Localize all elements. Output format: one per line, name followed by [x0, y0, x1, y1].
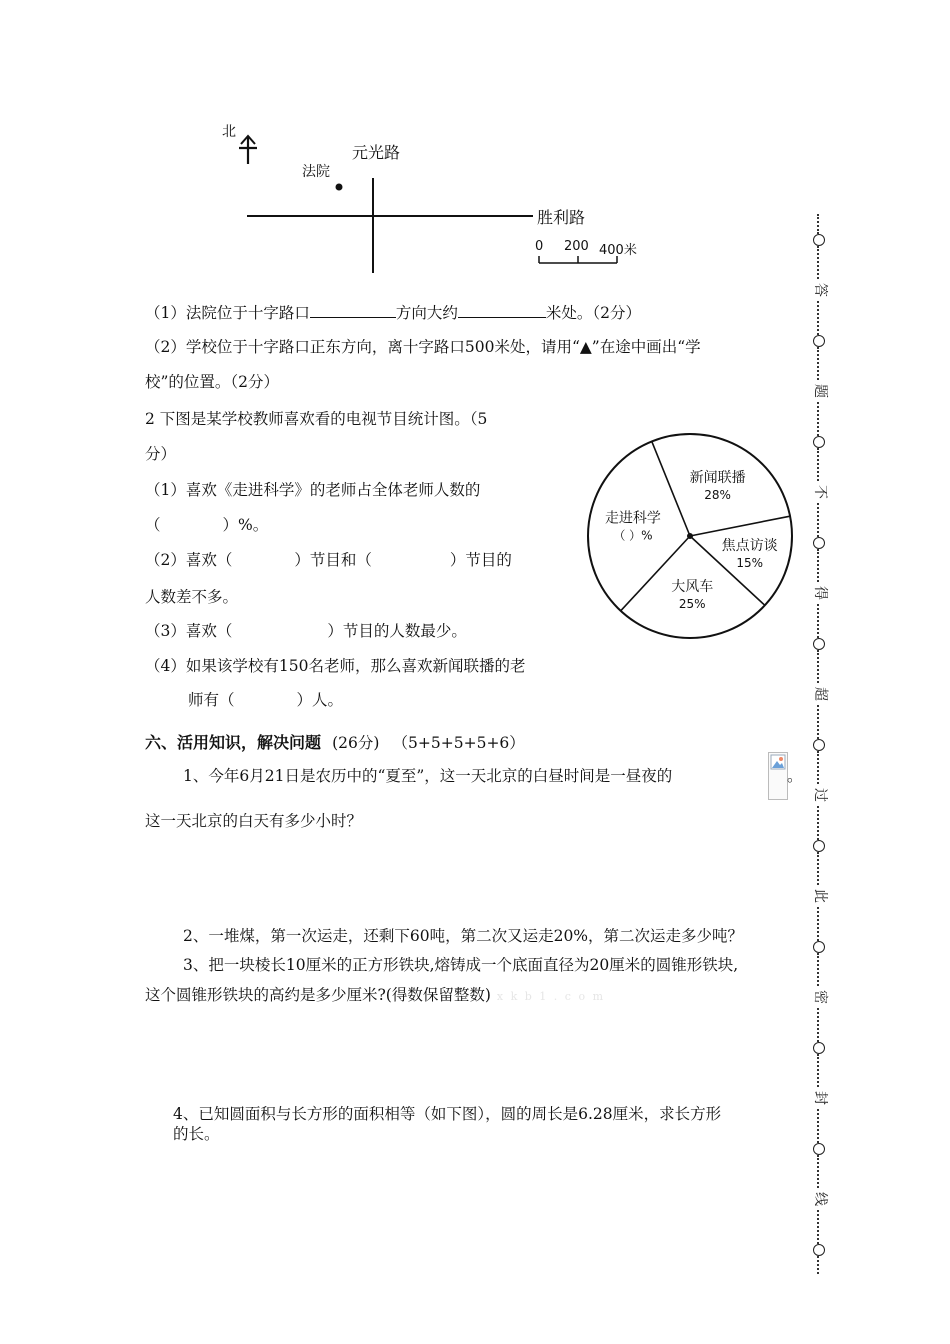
binding-circle-icon: [813, 638, 825, 650]
problem-4-line2: 的长。: [173, 1125, 220, 1143]
section6-score: (26分): [332, 734, 380, 752]
problem-3-line1: 3、把一块棱长10厘米的正方形铁块,熔铸成一个底面直径为20厘米的圆锥形铁块,: [183, 956, 739, 974]
pie-slice-label: 走进科学: [604, 510, 661, 527]
pie-q2-line2: 人数差不多。: [145, 588, 239, 606]
binding-circle-icon: [813, 335, 825, 347]
pie-q3: （3）喜欢（ ）节目的人数最少。: [145, 622, 467, 640]
binding-char: 不: [811, 483, 831, 501]
binding-char: 题: [811, 382, 831, 400]
pie-q4-line2: 师有（ ）人。: [188, 691, 344, 709]
map-question-2-line2: 校”的位置。（2分）: [145, 373, 280, 391]
north-label: 北: [222, 124, 236, 140]
binding-circle-icon: [813, 1143, 825, 1155]
binding-circle-icon: [813, 840, 825, 852]
pie-slice-value: 28%: [704, 487, 731, 502]
section6-heading: [145, 730, 525, 753]
problem-2: 2、一堆煤，第一次运走，还剩下60吨，第二次又运走20%，第二次运走多少吨？: [183, 927, 744, 945]
binding-char: 封: [811, 1089, 831, 1107]
binding-char: 过: [811, 786, 831, 804]
road-yuanguang-label: 元光路: [352, 143, 401, 162]
pie-chart: [575, 428, 805, 643]
map-question-2-line1: （2）学校位于十字路口正东方向，离十字路口500米处，请用“▲”在途中画出“学: [145, 338, 701, 356]
scale-label-400: 400米: [599, 243, 637, 258]
problem-1-line2: 这一天北京的白天有多少小时？: [145, 812, 363, 830]
pie-center: [687, 533, 693, 539]
pie-intro-line2: 分）: [145, 445, 177, 463]
section6-breakdown: （5+5+5+5+6）: [392, 734, 525, 752]
map-figure: [215, 118, 655, 278]
problem-3-line2: 这个圆锥形铁块的高约是多少厘米?(得数保留整数) x k b 1 . c o m: [145, 986, 606, 1004]
answer-blank[interactable]: [458, 303, 546, 318]
map-question-1: （1）法院位于十字路口 方向大约 米处。（2分）: [145, 304, 642, 322]
binding-dots: [817, 1256, 822, 1274]
binding-char: 答: [811, 281, 831, 299]
pie-intro-line1: 2 下图是某学校教师喜欢看的电视节目统计图。（5: [145, 410, 488, 428]
binding-char: 超: [811, 685, 831, 703]
road-shengli-label: 胜利路: [537, 208, 586, 227]
binding-dots: [817, 214, 822, 234]
pie-q1-line2: （ ）%。: [145, 516, 269, 534]
court-label: 法院: [302, 164, 330, 180]
watermark-text: x k b 1 . c o m: [496, 990, 606, 1003]
binding-circle-icon: [813, 436, 825, 448]
binding-circle-icon: [813, 1042, 825, 1054]
pie-slice-value: 15%: [736, 555, 763, 570]
problem-1-end: 。: [787, 767, 803, 785]
binding-circle-icon: [813, 234, 825, 246]
binding-circle-icon: [813, 537, 825, 549]
problem-1-line1: 1、今年6月21日是农历中的“夏至”，这一天北京的白昼时间是一昼夜的: [183, 767, 673, 785]
pie-slice-label: 大风车: [671, 578, 714, 595]
map-roads: [215, 118, 655, 278]
pie-slice-label: 新闻联播: [689, 469, 746, 486]
binding-circle-icon: [813, 941, 825, 953]
binding-circle-icon: [813, 739, 825, 751]
binding-char: 密: [811, 988, 831, 1006]
pie-q4-line1: （4）如果该学校有150名老师，那么喜欢新闻联播的老: [145, 657, 526, 675]
broken-image-icon: [768, 752, 788, 800]
court-point: [336, 184, 343, 191]
pie-slice-label: 焦点访谈: [721, 537, 778, 554]
scale-label-200: 200: [564, 239, 589, 254]
pie-slice-value: 25%: [678, 596, 706, 611]
binding-char: 此: [811, 887, 831, 905]
pie-q1-line1: （1）喜欢《走进科学》的老师占全体老师人数的: [145, 481, 481, 499]
pie-q2-line1: （2）喜欢（ ）节目和（ ）节目的: [145, 551, 512, 569]
scale-label-0: 0: [535, 239, 544, 254]
pie-slice-value: （ ）%: [613, 528, 653, 543]
binding-circle-icon: [813, 1244, 825, 1256]
binding-char: 线: [811, 1190, 831, 1208]
answer-blank[interactable]: [310, 303, 396, 318]
problem-4-line1: 4、已知圆面积与长方形的面积相等（如下图），圆的周长是6.28厘米，求长方形: [173, 1105, 722, 1123]
section6-title: 六、活用知识，解决问题: [145, 733, 322, 752]
binding-char: 得: [811, 584, 831, 602]
